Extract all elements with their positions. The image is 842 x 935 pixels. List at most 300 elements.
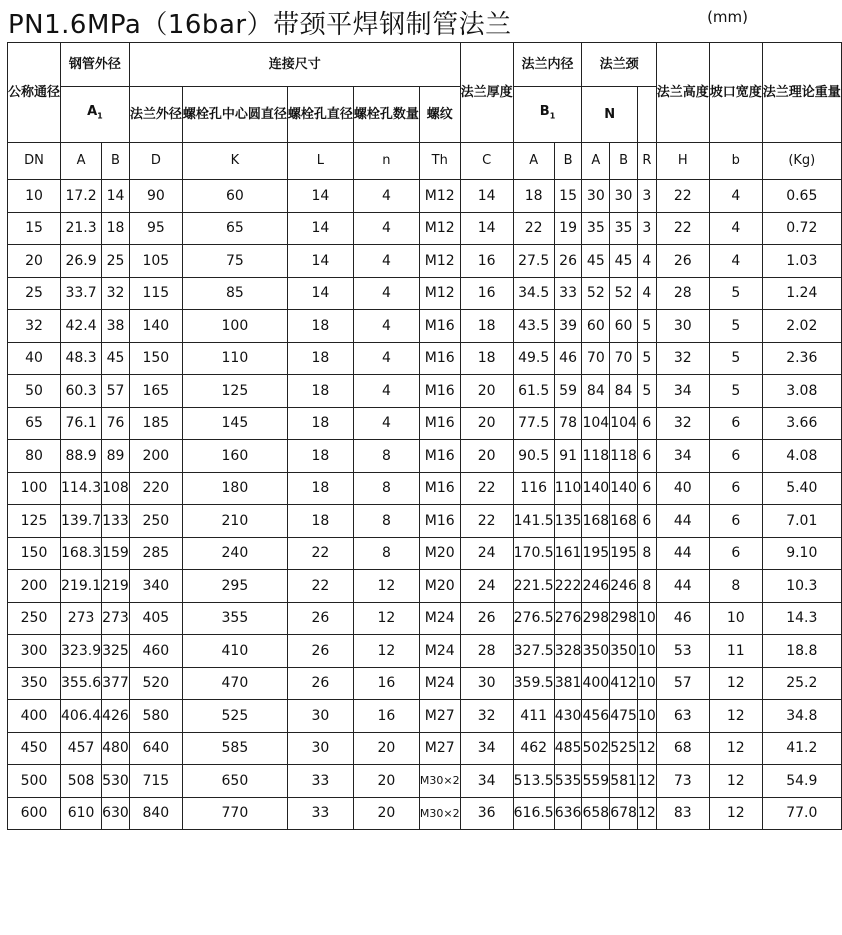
- symbol-cell: L: [287, 143, 353, 180]
- table-cell: 18: [102, 212, 130, 245]
- header-bolt-qty: 螺栓孔数量: [353, 87, 419, 143]
- table-cell: 17.2: [61, 180, 102, 213]
- table-cell: 30: [610, 180, 638, 213]
- table-cell: 406.4: [61, 700, 102, 733]
- table-cell: M12: [419, 180, 460, 213]
- table-cell: 470: [182, 667, 287, 700]
- table-cell: 350: [610, 635, 638, 668]
- table-cell: 116: [513, 472, 554, 505]
- table-cell: 90.5: [513, 440, 554, 473]
- table-cell: 18: [287, 342, 353, 375]
- table-cell: 53: [656, 635, 709, 668]
- table-cell: 40: [656, 472, 709, 505]
- table-cell: 75: [182, 245, 287, 278]
- table-cell: 298: [582, 602, 610, 635]
- table-cell: 26: [287, 635, 353, 668]
- table-cell: 5: [709, 342, 762, 375]
- table-cell: 355: [182, 602, 287, 635]
- table-cell: 39: [554, 310, 582, 343]
- table-row: [8, 310, 842, 343]
- table-cell: 6: [709, 407, 762, 440]
- table-cell: 4: [709, 212, 762, 245]
- table-cell: 585: [182, 732, 287, 765]
- table-cell: 4: [709, 245, 762, 278]
- table-cell: 8: [353, 505, 419, 538]
- table-row: [8, 765, 842, 798]
- table-cell: 10: [637, 667, 656, 700]
- table-cell: 34: [460, 765, 513, 798]
- table-cell: 11: [709, 635, 762, 668]
- table-cell: 33: [287, 797, 353, 830]
- table-cell: 6: [709, 505, 762, 538]
- table-cell: 520: [129, 667, 182, 700]
- symbol-cell: B: [554, 143, 582, 180]
- table-cell: 44: [656, 505, 709, 538]
- table-cell: 14: [287, 277, 353, 310]
- table-cell: 3.66: [762, 407, 841, 440]
- table-cell: 328: [554, 635, 582, 668]
- table-cell: 22: [656, 212, 709, 245]
- table-cell: 33: [287, 765, 353, 798]
- table-cell: 4: [709, 180, 762, 213]
- table-cell: 636: [554, 797, 582, 830]
- table-cell: 513.5: [513, 765, 554, 798]
- table-cell: 9.10: [762, 537, 841, 570]
- table-cell: 35: [582, 212, 610, 245]
- table-cell: 12: [709, 667, 762, 700]
- table-cell: 18: [287, 310, 353, 343]
- symbol-cell: C: [460, 143, 513, 180]
- table-cell: 24: [460, 537, 513, 570]
- table-cell: 559: [582, 765, 610, 798]
- table-cell: 65: [182, 212, 287, 245]
- table-cell: 400: [582, 667, 610, 700]
- table-cell: 18: [287, 375, 353, 408]
- table-cell: 45: [102, 342, 130, 375]
- table-cell: M24: [419, 602, 460, 635]
- pipe-od-subscript: 1: [97, 111, 103, 121]
- table-cell: 658: [582, 797, 610, 830]
- table-cell: 100: [182, 310, 287, 343]
- table-cell: 4: [637, 277, 656, 310]
- table-cell: 78: [554, 407, 582, 440]
- table-cell: 50: [8, 375, 61, 408]
- table-cell: M16: [419, 342, 460, 375]
- table-row: [8, 180, 842, 213]
- table-cell: 60.3: [61, 375, 102, 408]
- table-cell: 6: [709, 472, 762, 505]
- table-cell: 16: [353, 700, 419, 733]
- table-cell: 38: [102, 310, 130, 343]
- table-cell: 125: [182, 375, 287, 408]
- table-cell: 3: [637, 180, 656, 213]
- table-cell: 12: [353, 570, 419, 603]
- table-cell: 26: [287, 602, 353, 635]
- table-cell: 10: [637, 700, 656, 733]
- table-cell: 430: [554, 700, 582, 733]
- table-cell: 108: [102, 472, 130, 505]
- table-cell: 20: [460, 375, 513, 408]
- table-cell: 12: [637, 732, 656, 765]
- table-cell: 22: [460, 505, 513, 538]
- table-cell: 150: [129, 342, 182, 375]
- table-cell: 2.02: [762, 310, 841, 343]
- table-cell: M16: [419, 440, 460, 473]
- table-cell: 426: [102, 700, 130, 733]
- table-cell: 5: [637, 342, 656, 375]
- table-cell: 22: [460, 472, 513, 505]
- table-cell: 30: [460, 667, 513, 700]
- table-cell: 4: [353, 375, 419, 408]
- symbol-cell: Th: [419, 143, 460, 180]
- table-cell: 410: [182, 635, 287, 668]
- table-cell: 222: [554, 570, 582, 603]
- table-cell: 14: [287, 245, 353, 278]
- table-cell: 200: [8, 570, 61, 603]
- table-cell: 327.5: [513, 635, 554, 668]
- table-cell: 24: [460, 570, 513, 603]
- header-weight: 法兰理论重量: [762, 43, 841, 143]
- symbol-row: [8, 143, 842, 180]
- table-cell: 52: [582, 277, 610, 310]
- table-cell: 450: [8, 732, 61, 765]
- table-cell: 285: [129, 537, 182, 570]
- header-pipe-od-symbol: [61, 87, 130, 143]
- table-cell: 6: [637, 472, 656, 505]
- table-cell: 616.5: [513, 797, 554, 830]
- table-cell: 581: [610, 765, 638, 798]
- table-cell: 32: [460, 700, 513, 733]
- table-cell: 457: [61, 732, 102, 765]
- table-cell: 36: [460, 797, 513, 830]
- table-cell: 350: [8, 667, 61, 700]
- symbol-cell: A: [513, 143, 554, 180]
- table-cell: 18: [287, 407, 353, 440]
- table-cell: 6: [637, 505, 656, 538]
- table-cell: 4: [353, 407, 419, 440]
- table-cell: 165: [129, 375, 182, 408]
- table-row: [8, 277, 842, 310]
- table-cell: 610: [61, 797, 102, 830]
- table-cell: 456: [582, 700, 610, 733]
- table-cell: 90: [129, 180, 182, 213]
- header-connection: 连接尺寸: [129, 43, 460, 87]
- table-cell: 219.1: [61, 570, 102, 603]
- table-cell: 535: [554, 765, 582, 798]
- table-cell: 12: [709, 765, 762, 798]
- table-cell: 500: [8, 765, 61, 798]
- table-cell: 180: [182, 472, 287, 505]
- table-cell: 63: [656, 700, 709, 733]
- table-cell: 250: [129, 505, 182, 538]
- table-cell: M12: [419, 277, 460, 310]
- table-cell: 650: [182, 765, 287, 798]
- table-cell: 18: [460, 342, 513, 375]
- table-cell: 4: [353, 310, 419, 343]
- table-cell: 4: [353, 277, 419, 310]
- table-cell: 30: [582, 180, 610, 213]
- table-cell: 104: [610, 407, 638, 440]
- table-cell: 250: [8, 602, 61, 635]
- table-cell: 4: [353, 212, 419, 245]
- table-cell: 12: [709, 797, 762, 830]
- table-cell: 600: [8, 797, 61, 830]
- flange-spec-table: [7, 42, 842, 830]
- table-cell: M20: [419, 570, 460, 603]
- table-cell: 32: [656, 407, 709, 440]
- table-cell: 15: [8, 212, 61, 245]
- header-flange-bore-symbol: [513, 87, 582, 143]
- symbol-cell: H: [656, 143, 709, 180]
- table-cell: 16: [460, 245, 513, 278]
- table-cell: 46: [554, 342, 582, 375]
- table-row: [8, 602, 842, 635]
- flange-bore-subscript: 1: [549, 111, 556, 121]
- table-cell: 273: [61, 602, 102, 635]
- table-cell: 221.5: [513, 570, 554, 603]
- header-neck-blank: [637, 87, 656, 143]
- table-cell: 45: [610, 245, 638, 278]
- table-cell: 240: [182, 537, 287, 570]
- table-cell: 28: [460, 635, 513, 668]
- table-cell: 325: [102, 635, 130, 668]
- table-cell: 220: [129, 472, 182, 505]
- table-cell: 1.24: [762, 277, 841, 310]
- table-cell: 30: [287, 732, 353, 765]
- table-cell: 60: [610, 310, 638, 343]
- table-cell: 475: [610, 700, 638, 733]
- table-cell: 15: [554, 180, 582, 213]
- table-cell: 14: [460, 180, 513, 213]
- table-row: [8, 797, 842, 830]
- table-cell: 33: [554, 277, 582, 310]
- table-cell: 411: [513, 700, 554, 733]
- table-cell: 26: [460, 602, 513, 635]
- table-cell: 10: [637, 635, 656, 668]
- table-cell: 5: [709, 310, 762, 343]
- table-cell: 44: [656, 537, 709, 570]
- table-cell: 30: [656, 310, 709, 343]
- header-pipe-od-label: 钢管外径: [68, 56, 121, 72]
- table-cell: 1.03: [762, 245, 841, 278]
- table-cell: 5: [637, 375, 656, 408]
- table-row: [8, 440, 842, 473]
- table-row: [8, 732, 842, 765]
- table-cell: 0.72: [762, 212, 841, 245]
- table-cell: 32: [656, 342, 709, 375]
- table-cell: 502: [582, 732, 610, 765]
- table-cell: 195: [610, 537, 638, 570]
- table-row: [8, 342, 842, 375]
- table-cell: 4: [353, 245, 419, 278]
- header-bolt-circle: 螺栓孔中心圆直径: [182, 87, 287, 143]
- table-cell: 14: [460, 212, 513, 245]
- table-cell: 135: [554, 505, 582, 538]
- header-neck-symbol: N: [582, 87, 637, 143]
- table-cell: 2.36: [762, 342, 841, 375]
- table-cell: 80: [8, 440, 61, 473]
- table-cell: 150: [8, 537, 61, 570]
- table-cell: 95: [129, 212, 182, 245]
- table-cell: 18: [287, 440, 353, 473]
- table-cell: 168.3: [61, 537, 102, 570]
- table-cell: 61.5: [513, 375, 554, 408]
- table-cell: 133: [102, 505, 130, 538]
- table-cell: 10: [637, 602, 656, 635]
- table-cell: M27: [419, 700, 460, 733]
- table-cell: 18: [460, 310, 513, 343]
- table-cell: 35: [610, 212, 638, 245]
- table-cell: 125: [8, 505, 61, 538]
- table-cell: M27: [419, 732, 460, 765]
- table-cell: 377: [102, 667, 130, 700]
- table-cell: 140: [129, 310, 182, 343]
- table-cell: 530: [102, 765, 130, 798]
- table-cell: 6: [637, 440, 656, 473]
- table-cell: 300: [8, 635, 61, 668]
- table-cell: 18.8: [762, 635, 841, 668]
- table-row: [8, 505, 842, 538]
- table-cell: 8: [353, 537, 419, 570]
- table-cell: 12: [709, 732, 762, 765]
- table-cell: 350: [582, 635, 610, 668]
- symbol-cell: A: [61, 143, 102, 180]
- table-cell: 12: [637, 765, 656, 798]
- table-row: [8, 212, 842, 245]
- table-cell: 168: [582, 505, 610, 538]
- table-cell: 5: [637, 310, 656, 343]
- table-cell: 105: [129, 245, 182, 278]
- table-cell: 88.9: [61, 440, 102, 473]
- table-cell: 34.8: [762, 700, 841, 733]
- table-cell: 525: [182, 700, 287, 733]
- table-cell: 30: [287, 700, 353, 733]
- table-cell: 359.5: [513, 667, 554, 700]
- table-cell: 57: [656, 667, 709, 700]
- table-cell: 4: [353, 180, 419, 213]
- table-row: [8, 635, 842, 668]
- table-cell: 34.5: [513, 277, 554, 310]
- table-cell: 640: [129, 732, 182, 765]
- table-cell: 10.3: [762, 570, 841, 603]
- table-cell: 18: [513, 180, 554, 213]
- table-cell: 6: [709, 440, 762, 473]
- table-cell: 715: [129, 765, 182, 798]
- header-pipe-od: [61, 43, 130, 87]
- table-cell: 16: [460, 277, 513, 310]
- symbol-cell: A: [582, 143, 610, 180]
- table-cell: 34: [656, 440, 709, 473]
- table-cell: 16: [353, 667, 419, 700]
- page-title: PN1.6MPa（16bar）带颈平焊钢制管法兰: [8, 10, 512, 40]
- table-cell: 65: [8, 407, 61, 440]
- table-cell: 118: [582, 440, 610, 473]
- table-cell: 26: [554, 245, 582, 278]
- table-cell: 8: [637, 570, 656, 603]
- symbol-cell: B: [102, 143, 130, 180]
- table-cell: 12: [353, 602, 419, 635]
- table-cell: 12: [637, 797, 656, 830]
- table-cell: 145: [182, 407, 287, 440]
- table-row: [8, 245, 842, 278]
- table-cell: 580: [129, 700, 182, 733]
- table-row: [8, 375, 842, 408]
- table-cell: 84: [582, 375, 610, 408]
- table-cell: 3.08: [762, 375, 841, 408]
- symbol-cell: b: [709, 143, 762, 180]
- header-flange-height: 法兰高度: [656, 43, 709, 143]
- table-row: [8, 472, 842, 505]
- table-cell: 14.3: [762, 602, 841, 635]
- unit-label: (mm): [707, 8, 748, 26]
- header-bolt-hole: 螺栓孔直径: [287, 87, 353, 143]
- table-cell: 7.01: [762, 505, 841, 538]
- table-cell: M16: [419, 310, 460, 343]
- table-row: [8, 570, 842, 603]
- table-cell: 480: [102, 732, 130, 765]
- table-cell: 40: [8, 342, 61, 375]
- table-cell: M16: [419, 407, 460, 440]
- header-flange-bore: 法兰内径: [513, 43, 582, 87]
- table-cell: 10: [8, 180, 61, 213]
- table-cell: 5: [709, 375, 762, 408]
- pipe-od-symbol: A: [87, 104, 98, 120]
- table-cell: 77.5: [513, 407, 554, 440]
- table-cell: 8: [353, 472, 419, 505]
- table-cell: 89: [102, 440, 130, 473]
- table-cell: 22: [287, 537, 353, 570]
- table-cell: 49.5: [513, 342, 554, 375]
- table-cell: 8: [637, 537, 656, 570]
- flange-bore-symbol: B: [539, 104, 550, 120]
- table-cell: 20: [353, 732, 419, 765]
- table-cell: 20: [8, 245, 61, 278]
- table-cell: 6: [709, 537, 762, 570]
- table-cell: 46: [656, 602, 709, 635]
- table-cell: 28: [656, 277, 709, 310]
- table-cell: 630: [102, 797, 130, 830]
- table-cell: 26: [287, 667, 353, 700]
- table-cell: 41.2: [762, 732, 841, 765]
- table-cell: 91: [554, 440, 582, 473]
- table-cell: 27.5: [513, 245, 554, 278]
- table-cell: 170.5: [513, 537, 554, 570]
- table-cell: 70: [610, 342, 638, 375]
- table-cell: 25: [102, 245, 130, 278]
- table-cell: 57: [102, 375, 130, 408]
- table-cell: 139.7: [61, 505, 102, 538]
- table-cell: 4: [353, 342, 419, 375]
- table-cell: 25.2: [762, 667, 841, 700]
- table-cell: 83: [656, 797, 709, 830]
- table-cell: 84: [610, 375, 638, 408]
- table-row: [8, 700, 842, 733]
- symbol-cell: B: [610, 143, 638, 180]
- table-cell: 141.5: [513, 505, 554, 538]
- table-cell: 276.5: [513, 602, 554, 635]
- table-cell: 412: [610, 667, 638, 700]
- table-cell: 678: [610, 797, 638, 830]
- table-cell: 42.4: [61, 310, 102, 343]
- table-cell: 33.7: [61, 277, 102, 310]
- table-cell: 8: [353, 440, 419, 473]
- table-cell: M12: [419, 212, 460, 245]
- table-cell: 34: [460, 732, 513, 765]
- table-cell: 22: [656, 180, 709, 213]
- table-cell: 76: [102, 407, 130, 440]
- table-cell: 22: [287, 570, 353, 603]
- table-cell: 14: [287, 180, 353, 213]
